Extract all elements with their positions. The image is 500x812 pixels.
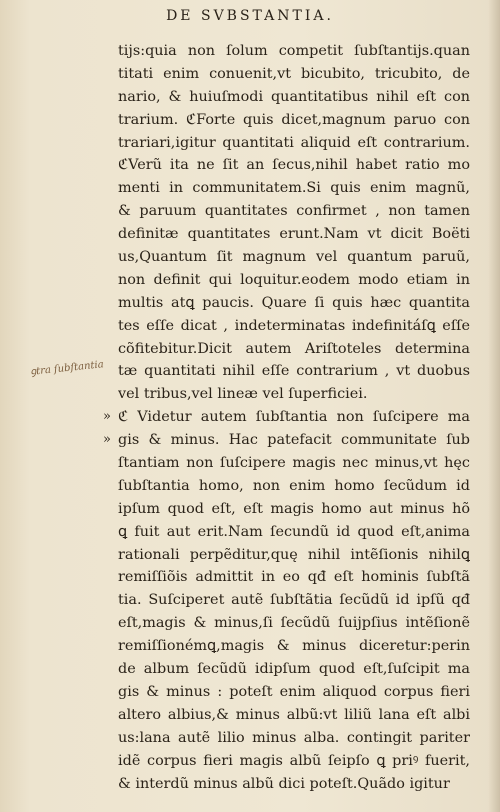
text-line: nario, & huiuſmodi quantitatibus nihil eſt con — [118, 88, 470, 105]
text-line: ꝗ fuit aut erit.Nam ſecundũ id quod eſt,anima — [118, 523, 470, 540]
text-line: trariari,igitur quantitati aliquid eſt contrarium. — [118, 134, 470, 151]
text-line: ſtantiam non ſuſcipere magis nec minus,vt hęc — [118, 455, 470, 472]
text-line: altero albius,& minus albũ:vt liliũ lana eſt albi — [118, 706, 470, 723]
text-line: ℭ Videtur autem ſubſtantia non ſuſcipere ma — [118, 409, 470, 426]
text-line: de album ſecũdũ idipſum quod eſt,ſuſcipit ma — [118, 661, 470, 678]
text-line: tia. Suſciperet autẽ ſubſtãtia ſecũdũ id ipſũ qđ — [118, 592, 470, 609]
text-line: cõfitebitur.Dicit autem Ariſtoteles determina — [118, 340, 470, 357]
text-line: tes eſſe dicat , indeterminatas indefinitáſꝗ eſſe — [118, 317, 470, 334]
text-line: titati enim conuenit,vt bicubito, tricubito, de — [118, 65, 470, 82]
text-line: remiſſionémꝗ,magis & minus diceretur:perin — [118, 638, 470, 655]
text-line: multis atꝗ paucis. Quare ſi quis hæc quantita — [118, 294, 470, 311]
text-line: gis & minus : poteſt enim aliquod corpus fieri — [118, 683, 470, 700]
text-line: remiſſiõis admittit in eo qđ eſt hominis ſubſtã — [118, 569, 470, 586]
text-line: menti in communitatem.Si quis enim magnũ, — [118, 180, 470, 197]
text-line: definitæ quantitates erunt.Nam vt dicit Boëti — [118, 226, 470, 243]
text-line: vel tribus,vel lineæ vel ſuperficiei. — [118, 386, 368, 403]
quotation-marker: » — [103, 432, 111, 447]
running-header: DE SVBSTANTIA. — [166, 8, 334, 24]
marginal-annotation: ꝯtra ſubſtantia — [29, 359, 105, 378]
page-edge-shadow — [488, 0, 500, 812]
text-line: rationali perpẽditur,quę nihil intẽſionis nihilꝗ — [118, 546, 470, 563]
text-line: ipſum quod eſt, eſt magis homo aut minus hõ — [118, 500, 470, 517]
text-line: non definit qui loquitur.eodem modo etiam in — [118, 271, 470, 288]
text-line: tæ quantitati nihil eſſe contrarium , vt duobus — [118, 363, 470, 380]
text-line: eſt,magis & minus,ſi ſecũdũ ſuijpſius intẽſionẽ — [118, 615, 470, 632]
text-line: ſubſtantia homo, non enim homo ſecũdum id — [118, 477, 470, 494]
text-line: trarium. ℭForte quis dicet,magnum paruo con — [118, 111, 470, 128]
text-line: us:lana autẽ lilio minus alba. contingit pariter — [118, 729, 470, 746]
text-line: tijs:quia non ſolum competit ſubſtantijs.quan — [118, 43, 470, 59]
quotation-marker: » — [103, 409, 111, 424]
text-line: idẽ corpus fieri magis albũ ſeipſo ꝗ priꝰ fuerit, — [118, 752, 470, 769]
text-line: & paruum quantitates confirmet , non tamen — [118, 203, 470, 220]
text-line: us,Quantum ſit magnum vel quantum paruũ, — [118, 249, 470, 266]
body-text — [118, 40, 470, 795]
text-line: & interdũ minus albũ dici poteſt.Quãdo igitur — [118, 775, 450, 792]
text-line: gis & minus. Hac patefacit communitate ſub — [118, 432, 470, 449]
text-line: ℭVerũ ita ne ſit an ſecus,nihil habet ratio mo — [118, 157, 470, 174]
